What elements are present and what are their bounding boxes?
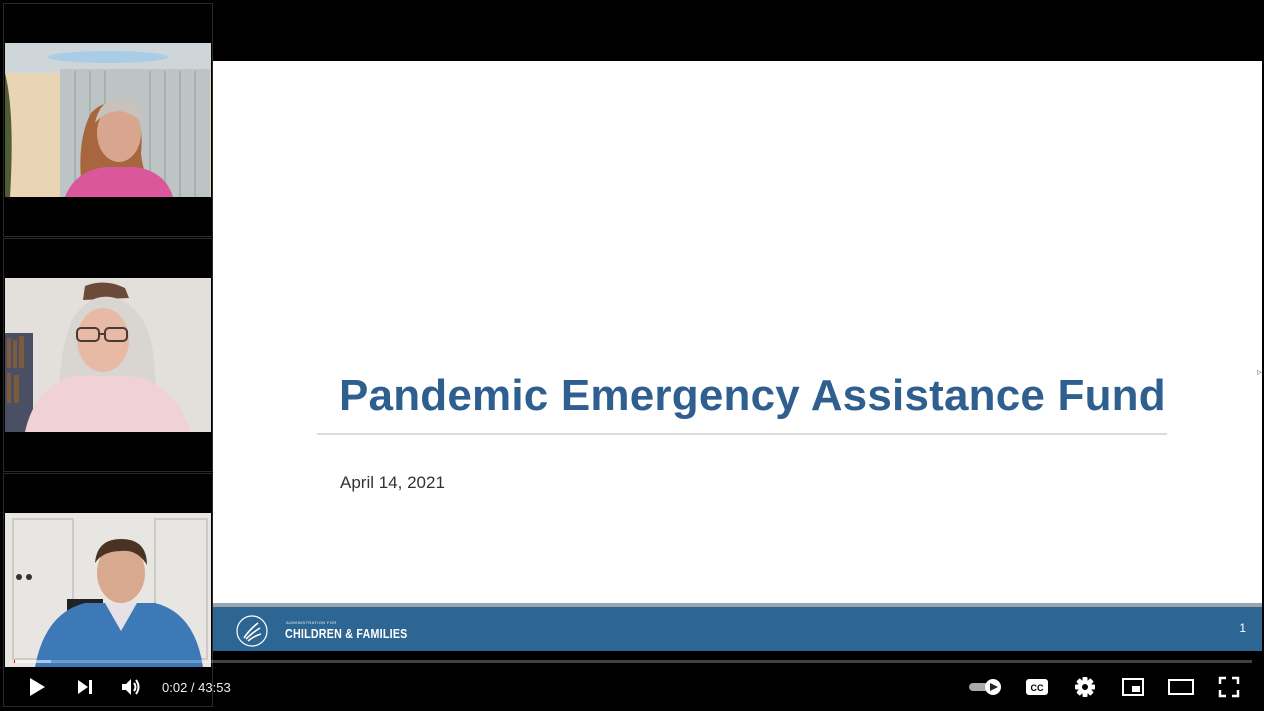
svg-text:CC: CC	[1030, 683, 1044, 693]
fullscreen-icon	[1218, 676, 1240, 698]
seek-bar[interactable]	[14, 660, 1252, 663]
slide-date: April 14, 2021	[340, 473, 445, 492]
next-icon	[75, 677, 95, 697]
mute-button[interactable]	[117, 672, 147, 702]
presentation-slide	[213, 61, 1262, 651]
settings-gear-icon	[1074, 676, 1096, 698]
time-separator: /	[187, 680, 199, 695]
participant-video-3	[5, 513, 211, 667]
slide-edge-marker-icon: ▹	[1256, 367, 1262, 378]
autoplay-toggle[interactable]	[966, 672, 1006, 702]
autoplay-toggle-icon	[968, 678, 1004, 696]
participant-video-1	[5, 43, 211, 197]
play-button[interactable]	[22, 672, 52, 702]
participant-video-2	[5, 278, 211, 432]
hhs-seal-icon	[235, 614, 269, 648]
settings-button[interactable]	[1070, 672, 1100, 702]
control-bar	[0, 664, 1264, 711]
seek-bar-buffered	[14, 660, 51, 663]
time-display	[162, 680, 231, 695]
volume-icon	[120, 676, 144, 698]
participant-gallery	[3, 3, 213, 708]
captions-button[interactable]	[1022, 672, 1052, 702]
acf-logo-small-text: ADMINISTRATION FOR	[286, 620, 337, 625]
participant-tile-1	[3, 3, 213, 237]
time-current: 0:02	[162, 680, 188, 695]
next-button[interactable]	[70, 672, 100, 702]
seek-bar-played	[14, 660, 15, 663]
play-icon	[27, 676, 47, 698]
theater-mode-button[interactable]	[1165, 672, 1197, 702]
time-total: 43:53	[198, 680, 231, 695]
theater-mode-icon	[1167, 678, 1195, 696]
miniplayer-icon	[1121, 677, 1145, 697]
slide-page-number: 1	[1239, 621, 1246, 635]
miniplayer-button[interactable]	[1118, 672, 1148, 702]
participant-tile-2	[3, 238, 213, 472]
slide-title: Pandemic Emergency Assistance Fund	[339, 371, 1166, 420]
title-divider	[317, 433, 1167, 435]
acf-logo-text: CHILDREN & FAMILIES	[285, 626, 408, 641]
fullscreen-button[interactable]	[1214, 672, 1244, 702]
slide-footer	[213, 603, 1262, 651]
captions-icon	[1025, 678, 1049, 696]
